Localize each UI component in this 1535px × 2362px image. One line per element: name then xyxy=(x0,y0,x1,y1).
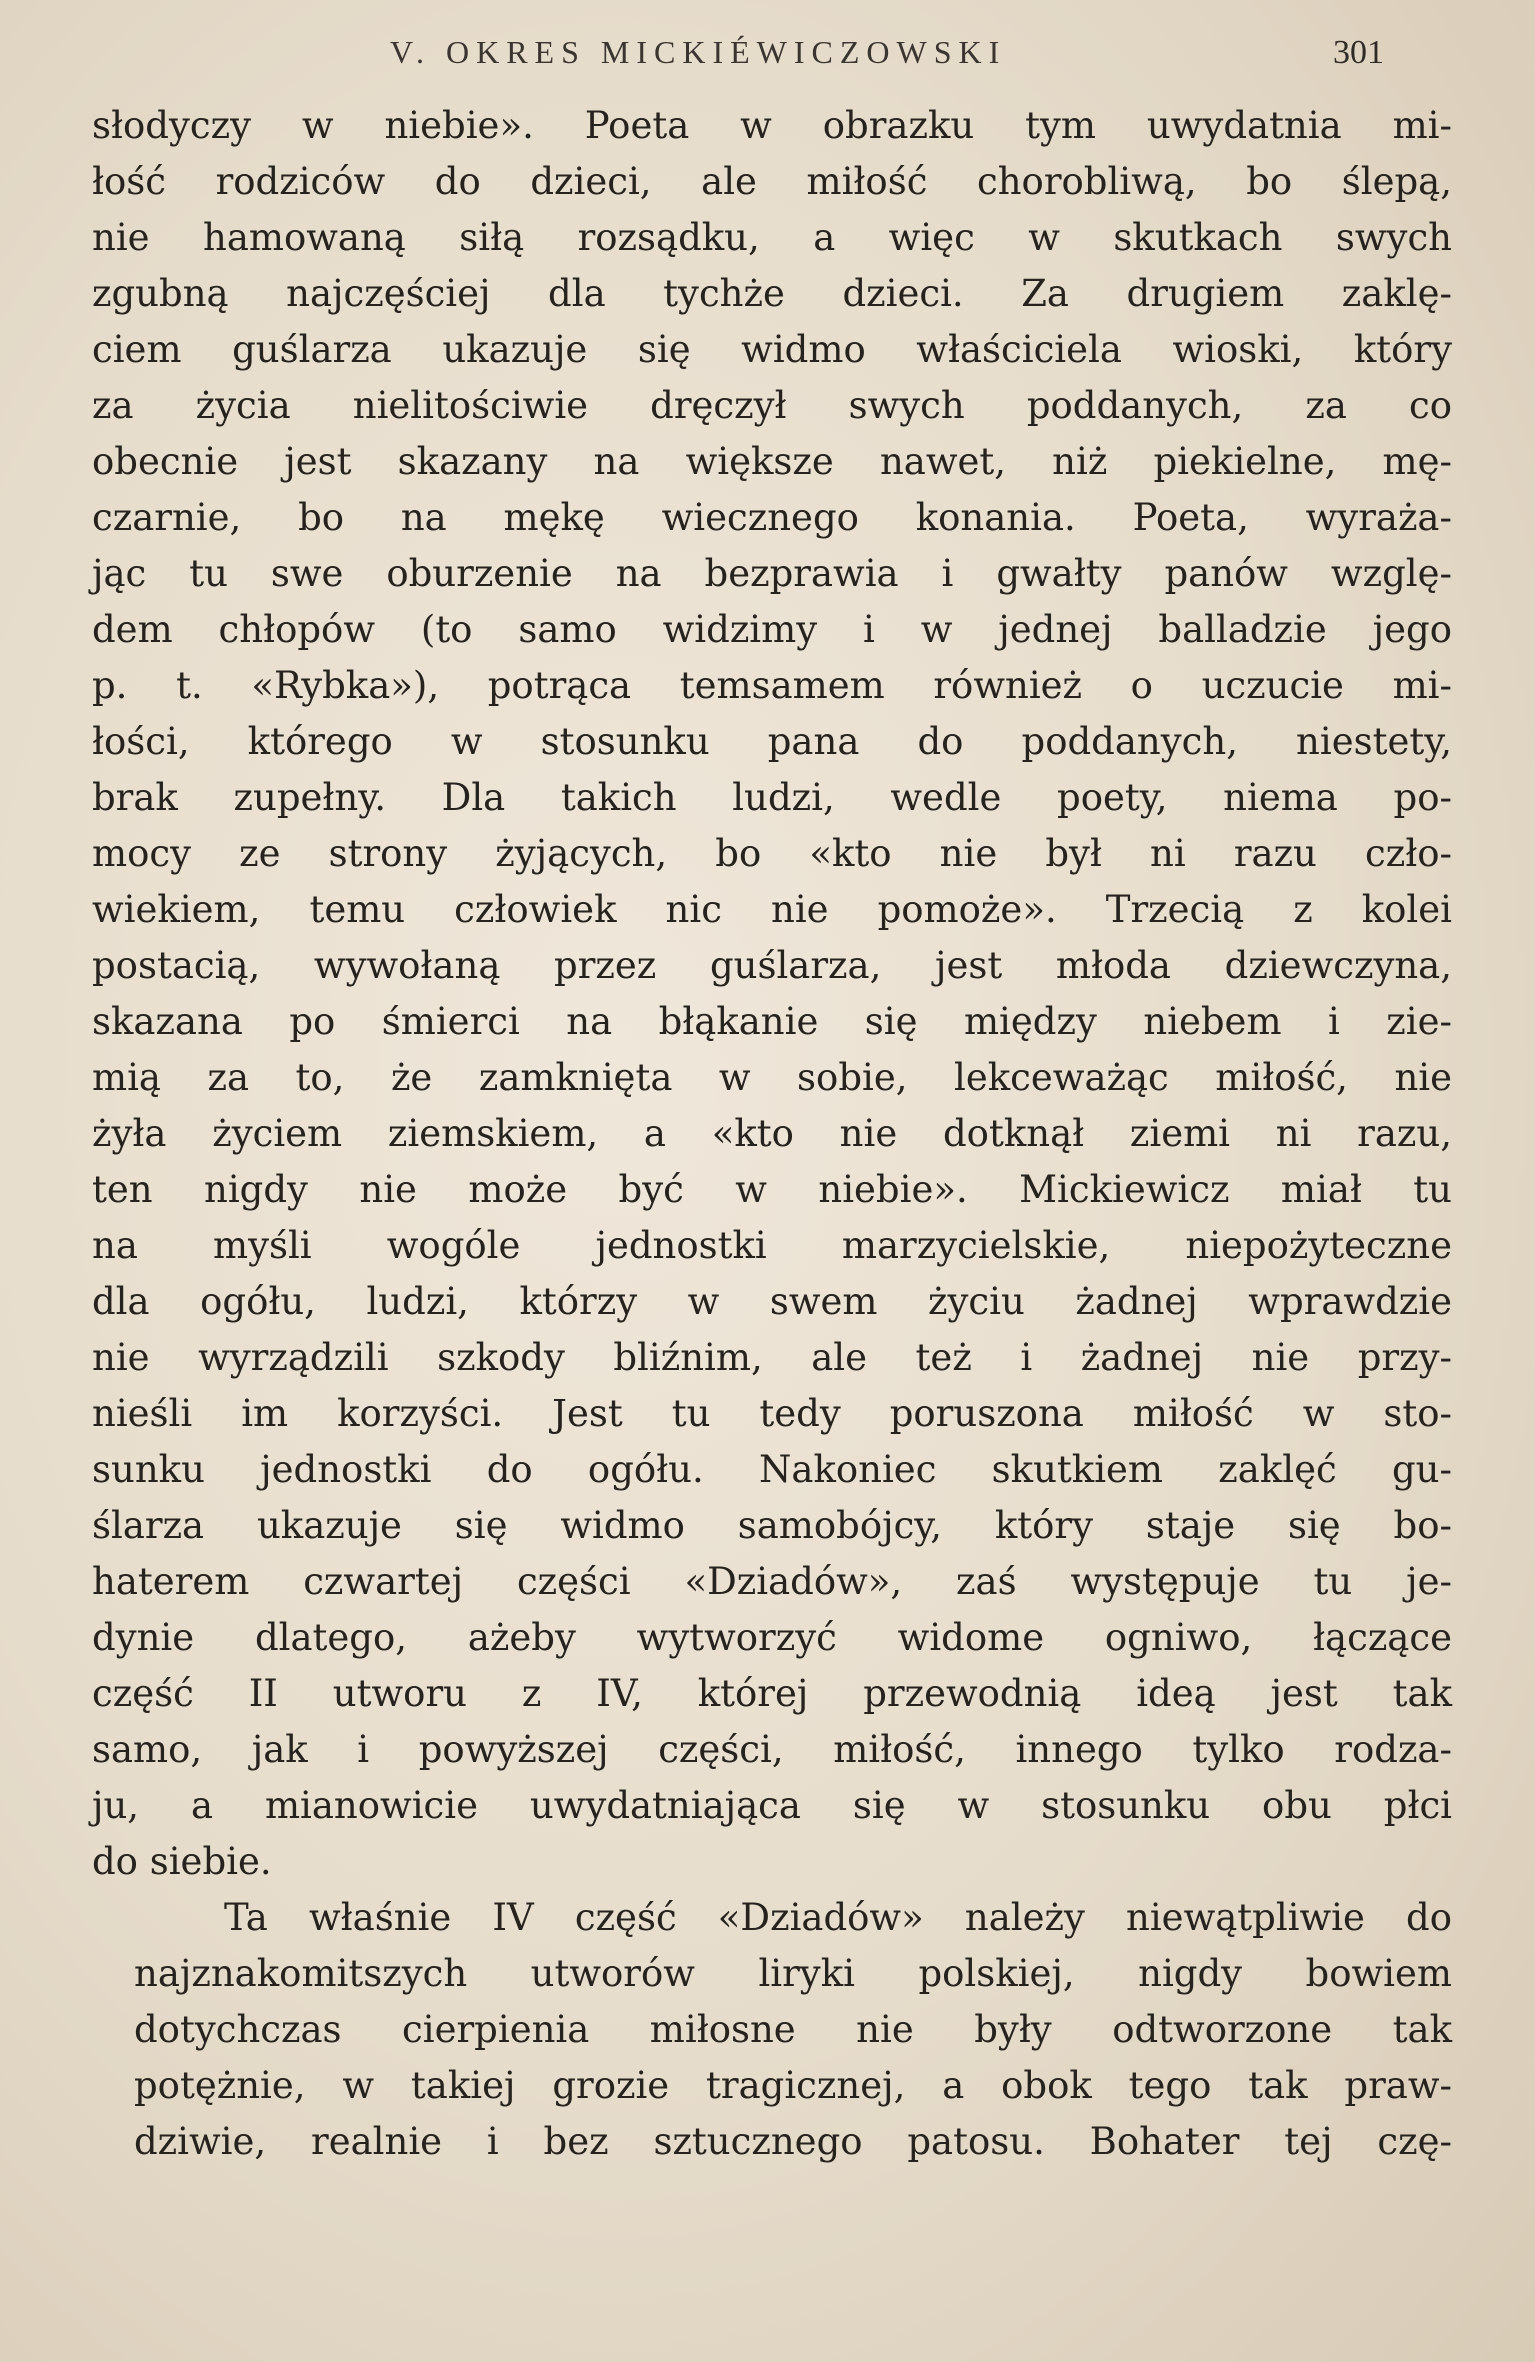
text-line: na myśli wogóle jednostki marzycielskie, niepożyteczne xyxy=(92,1224,1452,1267)
text-line: dla ogółu, ludzi, którzy w swem życiu żadnej wprawdzie xyxy=(92,1280,1452,1323)
text-line: obecnie jest skazany na większe nawet, niż piekielne, mę- xyxy=(92,440,1452,483)
text-line: ju, a mianowicie uwydatniająca się w stosunku obu płci xyxy=(92,1784,1452,1827)
text-line: potężnie, w takiej grozie tragicznej, a obok tego tak praw- xyxy=(134,2064,1452,2107)
text-line: p. t. «Rybka»), potrąca temsamem również o uczucie mi- xyxy=(92,664,1452,707)
text-line: mocy ze strony żyjących, bo «kto nie był ni razu czło- xyxy=(92,832,1452,875)
text-line: nie wyrządzili szkody bliźnim, ale też i żadnej nie przy- xyxy=(92,1336,1452,1379)
paragraph xyxy=(92,1890,1452,2170)
page-number: 301 xyxy=(1333,34,1384,71)
text-line: ten nigdy nie może być w niebie». Mickiewicz miał tu xyxy=(92,1168,1452,1211)
text-line: sunku jednostki do ogółu. Nakoniec skutkiem zaklęć gu- xyxy=(92,1448,1452,1491)
page-header xyxy=(90,34,1390,84)
text-line: jąc tu swe oburzenie na bezprawia i gwałty panów wzglę- xyxy=(92,552,1452,595)
text-line: postacią, wywołaną przez guślarza, jest młoda dziewczyna, xyxy=(92,944,1452,987)
text-line: czarnie, bo na mękę wiecznego konania. Poeta, wyraża- xyxy=(92,496,1452,539)
text-line: dotychczas cierpienia miłosne nie były odtworzone tak xyxy=(134,2008,1452,2051)
body-text xyxy=(92,98,1452,2170)
text-line: wiekiem, temu człowiek nic nie pomoże». Trzecią z kolei xyxy=(92,888,1452,931)
text-line: do siebie. xyxy=(92,1840,272,1883)
text-line: nieśli im korzyści. Jest tu tedy poruszona miłość w sto- xyxy=(92,1392,1452,1435)
text-line: część II utworu z IV, której przewodnią ideą jest tak xyxy=(92,1672,1452,1715)
text-line: dem chłopów (to samo widzimy i w jednej balladzie jego xyxy=(92,608,1452,651)
text-line: skazana po śmierci na błąkanie się między niebem i zie- xyxy=(92,1000,1452,1043)
text-line: haterem czwartej części «Dziadów», zaś występuje tu je- xyxy=(92,1560,1452,1603)
text-line: zgubną najczęściej dla tychże dzieci. Za drugiem zaklę- xyxy=(92,272,1452,315)
text-line: brak zupełny. Dla takich ludzi, wedle poety, niema po- xyxy=(92,776,1452,819)
text-line: za życia nielitościwie dręczył swych poddanych, za co xyxy=(92,384,1452,427)
text-line: mią za to, że zamknięta w sobie, lekceważąc miłość, nie xyxy=(92,1056,1452,1099)
text-line: dynie dlatego, ażeby wytworzyć widome ogniwo, łączące xyxy=(92,1616,1452,1659)
text-line: żyła życiem ziemskiem, a «kto nie dotknął ziemi ni razu, xyxy=(92,1112,1452,1155)
paragraph xyxy=(92,98,1452,1890)
text-line: ciem guślarza ukazuje się widmo właściciela wioski, który xyxy=(92,328,1452,371)
running-head: V. OKRES MICKIÉWICZOWSKI xyxy=(390,34,1007,70)
text-line: łość rodziców do dzieci, ale miłość chorobliwą, bo ślepą, xyxy=(92,160,1452,203)
text-line: samo, jak i powyższej części, miłość, innego tylko rodza- xyxy=(92,1728,1452,1771)
text-line: ślarza ukazuje się widmo samobójcy, który staje się bo- xyxy=(92,1504,1452,1547)
text-line: najznakomitszych utworów liryki polskiej, nigdy bowiem xyxy=(134,1952,1452,1995)
text-line: dziwie, realnie i bez sztucznego patosu. Bohater tej czę- xyxy=(134,2120,1452,2163)
text-line: nie hamowaną siłą rozsądku, a więc w skutkach swych xyxy=(92,216,1452,259)
text-line: słodyczy w niebie». Poeta w obrazku tym uwydatnia mi- xyxy=(92,104,1452,147)
text-line: łości, którego w stosunku pana do poddanych, niestety, xyxy=(92,720,1452,763)
text-line: Ta właśnie IV część «Dziadów» należy niewątpliwie do xyxy=(224,1896,1452,1939)
